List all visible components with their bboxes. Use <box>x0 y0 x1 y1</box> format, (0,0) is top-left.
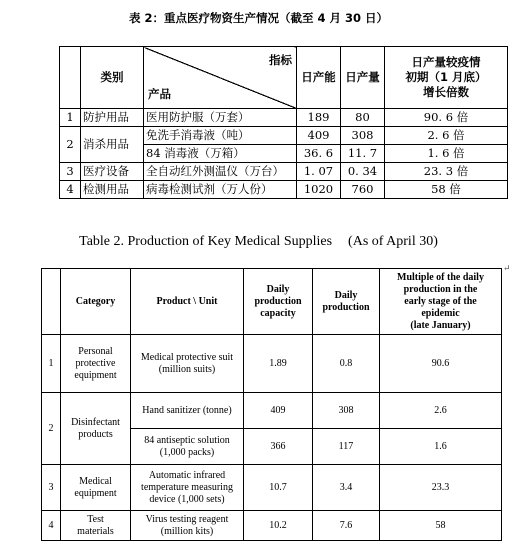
multiple-header-line: 增长倍数 <box>423 85 469 99</box>
row-capacity: 366 <box>244 429 313 465</box>
product-header: Product \ Unit <box>131 269 244 335</box>
row-capacity: 36. 6 <box>297 145 341 163</box>
multiple-header <box>385 47 508 109</box>
product-line: Automatic infrared <box>148 469 226 481</box>
row-multiple: 1.6 <box>380 429 502 465</box>
row-output: 7.6 <box>313 511 380 541</box>
category-line: Medical <box>79 475 112 487</box>
row-number: 2 <box>42 393 61 465</box>
product-line: temperature measuring <box>141 481 233 493</box>
output-header-line: Daily <box>334 289 358 301</box>
row-multiple: 58 倍 <box>385 181 508 199</box>
product-line: 84 antiseptic solution <box>144 434 230 446</box>
en-title-main: Table 2. Production of Key Medical Supplies <box>79 234 333 249</box>
multiple-header-line: 日产量较疫情 <box>411 55 481 69</box>
row-number: 1 <box>42 335 61 393</box>
row-category <box>61 465 131 511</box>
multiple-header-line: 初期（1 月底） <box>405 70 487 84</box>
product-line: Medical protective suit <box>140 351 234 363</box>
en-title-date: (As of April 30) <box>348 234 438 249</box>
product-line: device (1,000 sets) <box>149 493 225 505</box>
row-category: 医疗设备 <box>81 163 144 181</box>
table-header-row <box>60 47 508 109</box>
category-line: materials <box>77 525 114 537</box>
row-capacity: 10.2 <box>244 511 313 541</box>
row-category <box>61 511 131 541</box>
category-line: products <box>78 428 113 440</box>
product-label: 产品 <box>148 87 171 101</box>
row-capacity: 189 <box>297 109 341 127</box>
row-number: 2 <box>60 127 81 163</box>
row-product: 免洗手消毒液（吨） <box>144 127 297 145</box>
row-product: 84 消毒液（万箱） <box>144 145 297 163</box>
row-product: 全自动红外测温仪（万台） <box>144 163 297 181</box>
category-header: 类别 <box>81 47 144 109</box>
product-line: (million kits) <box>160 525 214 537</box>
row-category: 检测用品 <box>81 181 144 199</box>
row-category: 防护用品 <box>81 109 144 127</box>
table-row <box>60 181 508 199</box>
cn-table-title: 表 2：重点医疗物资生产情况（截至 4 月 30 日） <box>128 11 389 25</box>
table-row <box>42 335 502 393</box>
category-line: equipment <box>74 369 117 381</box>
row-multiple: 2. 6 倍 <box>385 127 508 145</box>
product-line: (1,000 packs) <box>159 446 215 458</box>
product-line: Virus testing reagent <box>145 513 229 525</box>
row-output: 80 <box>341 109 385 127</box>
product-line: Hand sanitizer (tonne) <box>142 404 232 416</box>
row-product: 医用防护服（万套） <box>144 109 297 127</box>
output-header-line: production <box>322 301 370 313</box>
row-capacity: 409 <box>297 127 341 145</box>
table-header-row <box>42 269 502 335</box>
capacity-header <box>244 269 313 335</box>
row-output: 0. 34 <box>341 163 385 181</box>
row-product <box>131 393 244 429</box>
category-line: protective <box>75 357 116 369</box>
en-table-title <box>0 234 517 250</box>
multiple-header-line: early stage of the <box>404 295 477 307</box>
row-capacity: 10.7 <box>244 465 313 511</box>
cn-production-table <box>59 46 508 199</box>
row-multiple: 90. 6 倍 <box>385 109 508 127</box>
row-number: 3 <box>42 465 61 511</box>
row-multiple: 23.3 <box>380 465 502 511</box>
indicator-label: 指标 <box>269 53 292 67</box>
indicator-product-header <box>144 47 297 109</box>
multiple-header-line: (late January) <box>410 319 471 331</box>
no-header <box>60 47 81 109</box>
output-header <box>313 269 380 335</box>
table-row <box>60 109 508 127</box>
table-row <box>60 127 508 145</box>
table-row <box>42 393 502 429</box>
row-multiple: 23. 3 倍 <box>385 163 508 181</box>
row-output: 3.4 <box>313 465 380 511</box>
no-header <box>42 269 61 335</box>
row-product <box>131 465 244 511</box>
row-category: 消杀用品 <box>81 127 144 163</box>
row-product <box>131 335 244 393</box>
row-output: 760 <box>341 181 385 199</box>
row-capacity: 1. 07 <box>297 163 341 181</box>
row-multiple: 1. 6 倍 <box>385 145 508 163</box>
row-multiple: 2.6 <box>380 393 502 429</box>
row-number: 4 <box>42 511 61 541</box>
en-production-table <box>41 268 502 541</box>
multiple-header <box>380 269 502 335</box>
row-capacity: 1.89 <box>244 335 313 393</box>
category-line: Personal <box>78 345 113 357</box>
capacity-header-line: capacity <box>260 307 296 319</box>
row-number: 1 <box>60 109 81 127</box>
multiple-header-line: production in the <box>403 283 478 295</box>
row-product: 病毒检测试剂（万人份） <box>144 181 297 199</box>
category-line: Disinfectant <box>71 416 120 428</box>
row-output: 308 <box>313 393 380 429</box>
capacity-header-line: Daily <box>266 283 290 295</box>
category-header: Category <box>61 269 131 335</box>
row-category <box>61 393 131 465</box>
table-row <box>60 163 508 181</box>
multiple-header-line: epidemic <box>421 307 460 319</box>
row-output: 117 <box>313 429 380 465</box>
row-capacity: 409 <box>244 393 313 429</box>
row-capacity: 1020 <box>297 181 341 199</box>
row-number: 4 <box>60 181 81 199</box>
category-line: equipment <box>74 487 117 499</box>
row-multiple: 58 <box>380 511 502 541</box>
multiple-header-line: Multiple of the daily <box>397 271 484 283</box>
table-row <box>42 465 502 511</box>
row-output: 11. 7 <box>341 145 385 163</box>
row-number: 3 <box>60 163 81 181</box>
category-line: Test <box>87 513 104 525</box>
row-output: 0.8 <box>313 335 380 393</box>
capacity-header: 日产能 <box>297 47 341 109</box>
table-row <box>42 511 502 541</box>
row-output: 308 <box>341 127 385 145</box>
row-category <box>61 335 131 393</box>
return-mark: ↵ <box>503 264 511 274</box>
row-multiple: 90.6 <box>380 335 502 393</box>
row-product <box>131 511 244 541</box>
row-product <box>131 429 244 465</box>
output-header: 日产量 <box>341 47 385 109</box>
product-line: (million suits) <box>158 363 216 375</box>
capacity-header-line: production <box>254 295 302 307</box>
